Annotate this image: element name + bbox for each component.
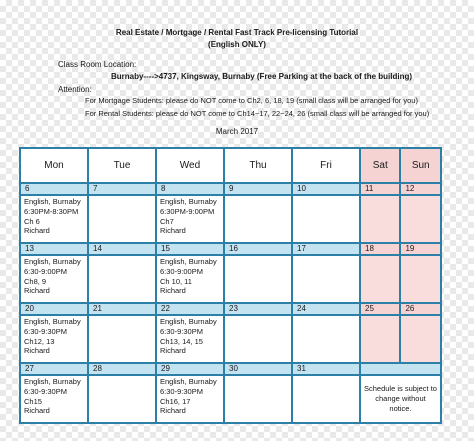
page-title: Real Estate / Mortgage / Rental Fast Track Pre-licensing Tutorial (115, 28, 359, 37)
class-location: English, Burnaby (24, 317, 81, 326)
calendar-table (19, 147, 442, 424)
event-cell (156, 255, 224, 303)
date-cell: 22 (156, 303, 224, 315)
class-location: English, Burnaby (160, 317, 217, 326)
event-row (20, 255, 441, 303)
class-chapters: Ch7 (160, 216, 174, 226)
empty-cell (360, 255, 400, 303)
date-cell: 30 (224, 363, 292, 375)
event-cell (20, 375, 88, 423)
weekday-header: Wed (156, 148, 224, 183)
date-row (20, 183, 441, 195)
class-location: English, Burnaby (160, 197, 217, 206)
class-chapters: Ch 6 (24, 216, 40, 226)
date-row (20, 303, 441, 315)
rental-note: For Rental Students: please do NOT come to Ch14~17, 22~24, 26 (small class will be arranged for you) (85, 109, 430, 118)
event-cell (156, 315, 224, 363)
date-cell: 28 (88, 363, 156, 375)
date-cell: 31 (292, 363, 360, 375)
date-cell: 10 (292, 183, 360, 195)
date-cell: 29 (156, 363, 224, 375)
location-value: Burnaby---->4737, Kingsway, Burnaby (Free Parking at the back of the building) (111, 72, 413, 81)
date-row (20, 363, 441, 375)
event-row (20, 195, 441, 243)
date-cell: 16 (224, 243, 292, 255)
empty-cell (400, 315, 440, 363)
weekday-header: Mon (20, 148, 88, 183)
weekday-header: Fri (292, 148, 360, 183)
class-location: English, Burnaby (160, 377, 217, 386)
empty-cell (360, 195, 400, 243)
class-time: 6:30PM-9:00PM (160, 206, 215, 216)
empty-cell (224, 255, 292, 303)
weekday-header: Thu (224, 148, 292, 183)
date-cell: 18 (360, 243, 400, 255)
date-cell: 19 (400, 243, 440, 255)
class-chapters: Ch8, 9 (24, 276, 47, 286)
class-time: 6:30PM-8:30PM (24, 206, 79, 216)
empty-cell (400, 255, 440, 303)
location-label: Class Room Location: (58, 60, 137, 69)
event-row (20, 315, 441, 363)
class-time: 6:30-9:30PM (24, 326, 67, 336)
date-cell: 13 (20, 243, 88, 255)
event-cell (156, 375, 224, 423)
class-chapters: Ch12, 13 (24, 336, 55, 346)
date-cell: 6 (20, 183, 88, 195)
date-cell: 14 (88, 243, 156, 255)
class-instructor: Richard (160, 346, 186, 356)
date-cell: 12 (400, 183, 440, 195)
empty-cell (224, 375, 292, 423)
date-cell: 25 (360, 303, 400, 315)
mortgage-note: For Mortgage Students: please do NOT come to Ch2, 6, 18, 19 (small class will be arranged for you) (85, 96, 418, 105)
empty-cell (292, 375, 360, 423)
event-cell (20, 195, 88, 243)
empty-cell (88, 375, 156, 423)
class-time: 6:30-9:00PM (160, 266, 203, 276)
schedule-notice (360, 375, 441, 423)
date-cell: 20 (20, 303, 88, 315)
event-row (20, 375, 441, 423)
date-cell: 23 (224, 303, 292, 315)
empty-cell (360, 315, 400, 363)
class-chapters: Ch16, 17 (160, 396, 191, 406)
date-cell: 17 (292, 243, 360, 255)
date-cell: 24 (292, 303, 360, 315)
event-cell (20, 255, 88, 303)
date-cell: 26 (400, 303, 440, 315)
class-time: 6:30-9:00PM (24, 266, 67, 276)
weekday-header: Sat (360, 148, 400, 183)
class-time: 6:30-9:30PM (160, 386, 203, 396)
class-instructor: Richard (160, 406, 186, 416)
event-cell (156, 195, 224, 243)
weekday-header-row (20, 148, 441, 183)
class-location: English, Burnaby (24, 257, 81, 266)
date-cell: 7 (88, 183, 156, 195)
page-subtitle: (English ONLY) (208, 40, 266, 49)
empty-cell (224, 195, 292, 243)
date-cell: 9 (224, 183, 292, 195)
weekday-header: Sun (400, 148, 440, 183)
empty-cell (88, 195, 156, 243)
notice-line: change without (375, 394, 426, 404)
class-instructor: Richard (160, 286, 186, 296)
empty-cell (224, 315, 292, 363)
class-instructor: Richard (24, 406, 50, 416)
notice-line: notice. (389, 403, 412, 413)
class-time: 6:30-9:30PM (24, 386, 67, 396)
month-heading: March 2017 (215, 127, 259, 136)
class-location: English, Burnaby (160, 257, 217, 266)
date-cell: 8 (156, 183, 224, 195)
notice-line: Schedule is subject to (364, 384, 437, 394)
class-instructor: Richard (24, 346, 50, 356)
class-instructor: Richard (160, 226, 186, 236)
empty-cell (400, 195, 440, 243)
class-instructor: Richard (24, 226, 50, 236)
date-cell: 11 (360, 183, 400, 195)
attention-label: Attention: (58, 85, 92, 94)
class-time: 6:30-9:30PM (160, 326, 203, 336)
date-cell: 21 (88, 303, 156, 315)
date-cell: 15 (156, 243, 224, 255)
empty-cell (88, 315, 156, 363)
class-location: English, Burnaby (24, 377, 81, 386)
empty-cell (292, 195, 360, 243)
class-chapters: Ch13, 14, 15 (160, 336, 203, 346)
weekday-header: Tue (88, 148, 156, 183)
date-cell (360, 363, 441, 375)
date-row (20, 243, 441, 255)
date-cell: 27 (20, 363, 88, 375)
class-instructor: Richard (24, 286, 50, 296)
empty-cell (292, 315, 360, 363)
empty-cell (292, 255, 360, 303)
class-chapters: Ch15 (24, 396, 42, 406)
class-chapters: Ch 10, 11 (160, 276, 192, 286)
empty-cell (88, 255, 156, 303)
class-location: English, Burnaby (24, 197, 81, 206)
event-cell (20, 315, 88, 363)
